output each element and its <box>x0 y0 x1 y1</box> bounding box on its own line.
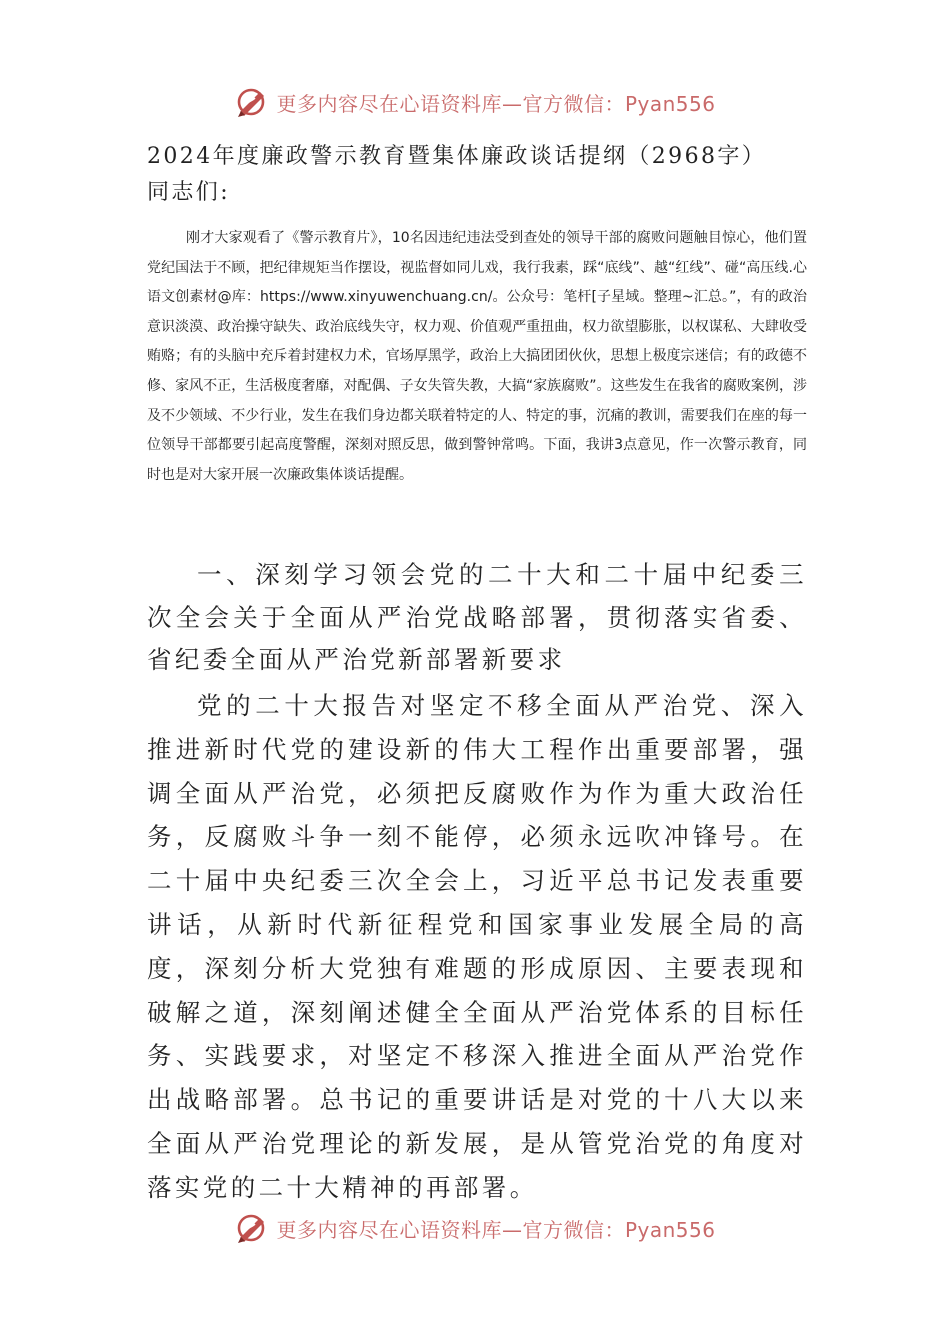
salutation: 同志们: <box>147 180 231 205</box>
pen-logo-icon <box>234 84 270 120</box>
header-banner-text: 更多内容尽在心语资料库—官方微信：Pyan556 <box>276 91 716 116</box>
document-title: 2024年度廉政警示教育暨集体廉政谈话提纲（2968字） <box>147 144 767 169</box>
header-banner <box>0 82 950 122</box>
section-paragraph: 党的二十大报告对坚定不移全面从严治党、深入推进新时代党的建设新的伟大工程作出重要部署，强调全面从严治党，必须把反腐败作为作为重大政治任务，反腐败斗争一刻不能停，必须永远吹冲锋号。在二十届中央纪委三次全会上，习近平总书记发表重要讲话，从新时代新征程党和国家事业发展全局的高度，深刻分析大党独有难题的形成原因、主要表现和破解之道，深刻阐述健全全面从严治党体系的目标任务、实践要求，对坚定不移深入推进全面从严治党作出战略部署。总书记的重要讲话是对党的十八大以来全面从严治党理论的新发展，是从管党治党的角度对落实党的二十大精神的再部署。 <box>147 691 807 1202</box>
intro-paragraph: 刚才大家观看了《警示教育片》，10名因违纪违法受到查处的领导干部的腐败问题触目惊心，他们置党纪国法于不顾，把纪律规矩当作摆设，视监督如同儿戏，我行我素，踩“底线”、越“红线”、碰“高压线.心语文创素材@库：https://www.xinyuwenchuang.cn/。公众号：笔杆[子星域。整理~汇总。”，有的政治意识淡漠、政治操守缺失、政治底线失守，权力观、价值观严重扭曲，权力欲望膨胀，以权谋私、大肆收受贿赂；有的头脑中充斥着封建权力术，官场厚黑学，政治上大搞团团伙伙，思想上极度宗迷信；有的政德不修、家风不正，生活极度奢靡，对配偶、子女失管失教，大搞“家族腐败”。这些发生在我省的腐败案例，涉及不少领域、不少行业，发生在我们身边都关联着特定的人、特定的事，沉痛的教训，需要我们在座的每一位领导干部都要引起高度警醒，深刻对照反思，做到警钟常鸣。下面，我讲3点意见，作一次警示教育，同时也是对大家开展一次廉政集体谈话提醒。 <box>147 230 807 483</box>
pen-logo-icon <box>234 1210 270 1246</box>
section-heading: 一、深刻学习领会党的二十大和二十届中纪委三次全会关于全面从严治党战略部署，贯彻落实省委、省纪委全面从严治党新部署新要求 <box>147 560 807 674</box>
footer-banner <box>0 1208 950 1248</box>
footer-banner-text: 更多内容尽在心语资料库—官方微信：Pyan556 <box>276 1217 716 1242</box>
